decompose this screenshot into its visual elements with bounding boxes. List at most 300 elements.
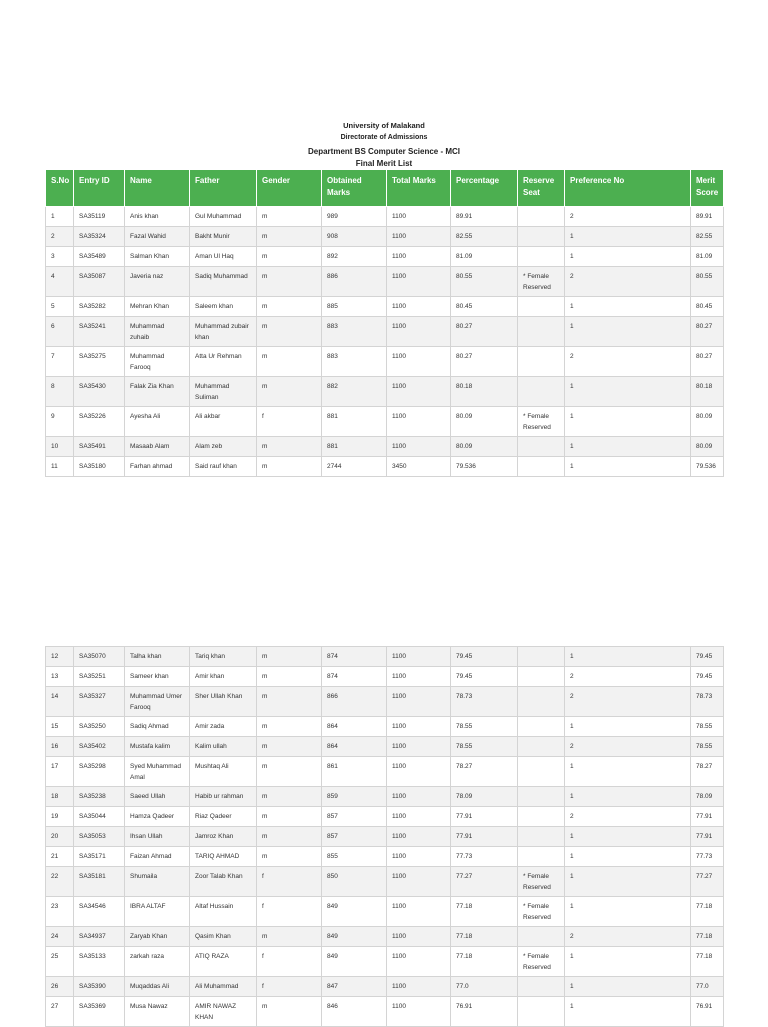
father-cell: Sadiq Muhammad: [190, 267, 257, 297]
percentage-cell: 77.91: [451, 827, 518, 847]
gender-cell: f: [257, 867, 322, 897]
table-header-row: [46, 170, 724, 207]
percentage-cell: 80.45: [451, 297, 518, 317]
entry-id-cell: SA35044: [74, 807, 125, 827]
sno-cell: 7: [46, 347, 74, 377]
name-cell: Muqaddas Ali: [125, 977, 190, 997]
col-obtained-marks-header: Obtained Marks: [322, 170, 387, 207]
entry-id-cell: SA34937: [74, 927, 125, 947]
obtained-marks-cell: 846: [322, 997, 387, 1027]
total-marks-cell: 1100: [387, 227, 451, 247]
obtained-marks-cell: 857: [322, 807, 387, 827]
name-cell: Fazal Wahid: [125, 227, 190, 247]
total-marks-cell: 1100: [387, 807, 451, 827]
total-marks-cell: 1100: [387, 687, 451, 717]
table-row: [46, 977, 724, 997]
father-cell: Muhammad Suliman: [190, 377, 257, 407]
name-cell: Zaryab Khan: [125, 927, 190, 947]
name-cell: Falak Zia Khan: [125, 377, 190, 407]
percentage-cell: 89.91: [451, 207, 518, 227]
preference-no-cell: 1: [565, 757, 691, 787]
reserve-seat-cell: [518, 807, 565, 827]
father-cell: ATIQ RAZA: [190, 947, 257, 977]
sno-cell: 20: [46, 827, 74, 847]
reserve-seat-cell: * Female Reserved: [518, 407, 565, 437]
name-cell: Mustafa kalim: [125, 737, 190, 757]
name-cell: Muhammad zuhaib: [125, 317, 190, 347]
department-title: Department BS Computer Science - MCI: [307, 147, 461, 156]
obtained-marks-cell: 849: [322, 897, 387, 927]
table-row: [46, 247, 724, 267]
total-marks-cell: 1100: [387, 377, 451, 407]
col-preference-no-header: Preference No: [565, 170, 691, 207]
total-marks-cell: 1100: [387, 407, 451, 437]
reserve-seat-cell: [518, 227, 565, 247]
sno-cell: 23: [46, 897, 74, 927]
total-marks-cell: 1100: [387, 757, 451, 787]
obtained-marks-cell: 859: [322, 787, 387, 807]
name-cell: Ayesha Ali: [125, 407, 190, 437]
table-row: [46, 897, 724, 927]
merit-score-cell: 79.45: [691, 647, 724, 667]
entry-id-cell: SA35053: [74, 827, 125, 847]
obtained-marks-cell: 882: [322, 377, 387, 407]
total-marks-cell: 1100: [387, 867, 451, 897]
total-marks-cell: 1100: [387, 247, 451, 267]
reserve-seat-cell: [518, 687, 565, 717]
sno-cell: 19: [46, 807, 74, 827]
father-cell: Muhammad zubair khan: [190, 317, 257, 347]
obtained-marks-cell: 849: [322, 927, 387, 947]
obtained-marks-cell: 847: [322, 977, 387, 997]
gender-cell: m: [257, 247, 322, 267]
gender-cell: m: [257, 347, 322, 377]
sno-cell: 9: [46, 407, 74, 437]
merit-score-cell: 77.73: [691, 847, 724, 867]
obtained-marks-cell: 850: [322, 867, 387, 897]
gender-cell: m: [257, 297, 322, 317]
merit-score-cell: 80.45: [691, 297, 724, 317]
gender-cell: m: [257, 687, 322, 717]
entry-id-cell: SA35226: [74, 407, 125, 437]
entry-id-cell: SA35489: [74, 247, 125, 267]
percentage-cell: 77.73: [451, 847, 518, 867]
percentage-cell: 78.55: [451, 717, 518, 737]
total-marks-cell: 1100: [387, 667, 451, 687]
total-marks-cell: 1100: [387, 717, 451, 737]
merit-score-cell: 78.55: [691, 717, 724, 737]
sno-cell: 8: [46, 377, 74, 407]
obtained-marks-cell: 855: [322, 847, 387, 867]
father-cell: TARIQ AHMAD: [190, 847, 257, 867]
father-cell: Sher Ullah Khan: [190, 687, 257, 717]
merit-score-cell: 79.45: [691, 667, 724, 687]
percentage-cell: 79.536: [451, 457, 518, 477]
reserve-seat-cell: * Female Reserved: [518, 897, 565, 927]
obtained-marks-cell: 874: [322, 647, 387, 667]
father-cell: Tariq khan: [190, 647, 257, 667]
sno-cell: 11: [46, 457, 74, 477]
name-cell: Hamza Qadeer: [125, 807, 190, 827]
obtained-marks-cell: 881: [322, 407, 387, 437]
preference-no-cell: 1: [565, 997, 691, 1027]
total-marks-cell: 1100: [387, 317, 451, 347]
father-cell: Gul Muhammad: [190, 207, 257, 227]
table-row: [46, 737, 724, 757]
preference-no-cell: 1: [565, 247, 691, 267]
merit-score-cell: 80.09: [691, 407, 724, 437]
merit-score-cell: 77.27: [691, 867, 724, 897]
reserve-seat-cell: [518, 437, 565, 457]
father-cell: Habib ur rahman: [190, 787, 257, 807]
table-row: [46, 867, 724, 897]
sno-cell: 26: [46, 977, 74, 997]
preference-no-cell: 1: [565, 977, 691, 997]
reserve-seat-cell: [518, 927, 565, 947]
reserve-seat-cell: [518, 667, 565, 687]
total-marks-cell: 1100: [387, 927, 451, 947]
reserve-seat-cell: [518, 757, 565, 787]
reserve-seat-cell: [518, 377, 565, 407]
table-row: [46, 437, 724, 457]
obtained-marks-cell: 864: [322, 737, 387, 757]
sno-cell: 17: [46, 757, 74, 787]
father-cell: Bakht Munir: [190, 227, 257, 247]
merit-table-continued: [45, 646, 724, 1027]
entry-id-cell: SA35298: [74, 757, 125, 787]
obtained-marks-cell: 885: [322, 297, 387, 317]
col-name-header: Name: [125, 170, 190, 207]
entry-id-cell: SA35390: [74, 977, 125, 997]
preference-no-cell: 1: [565, 377, 691, 407]
obtained-marks-cell: 883: [322, 347, 387, 377]
father-cell: Saleem khan: [190, 297, 257, 317]
entry-id-cell: SA35491: [74, 437, 125, 457]
reserve-seat-cell: [518, 977, 565, 997]
obtained-marks-cell: 989: [322, 207, 387, 227]
obtained-marks-cell: 886: [322, 267, 387, 297]
reserve-seat-cell: [518, 247, 565, 267]
table-row: [46, 297, 724, 317]
merit-score-cell: 79.536: [691, 457, 724, 477]
col-total-marks-header: Total Marks: [387, 170, 451, 207]
preference-no-cell: 1: [565, 407, 691, 437]
col-merit-score-header: Merit Score: [691, 170, 724, 207]
percentage-cell: 81.09: [451, 247, 518, 267]
gender-cell: m: [257, 267, 322, 297]
obtained-marks-cell: 874: [322, 667, 387, 687]
preference-no-cell: 1: [565, 317, 691, 347]
name-cell: Sameer khan: [125, 667, 190, 687]
entry-id-cell: SA35133: [74, 947, 125, 977]
col-entry-id-header: Entry ID: [74, 170, 125, 207]
gender-cell: m: [257, 647, 322, 667]
name-cell: Syed Muhammad Amal: [125, 757, 190, 787]
preference-no-cell: 1: [565, 297, 691, 317]
table-row: [46, 807, 724, 827]
total-marks-cell: 1100: [387, 897, 451, 927]
sno-cell: 21: [46, 847, 74, 867]
entry-id-cell: SA35251: [74, 667, 125, 687]
total-marks-cell: 1100: [387, 847, 451, 867]
total-marks-cell: 1100: [387, 997, 451, 1027]
total-marks-cell: 1100: [387, 207, 451, 227]
father-cell: Qasim Khan: [190, 927, 257, 947]
gender-cell: f: [257, 897, 322, 927]
merit-score-cell: 78.09: [691, 787, 724, 807]
preference-no-cell: 2: [565, 667, 691, 687]
father-cell: Atta Ur Rehman: [190, 347, 257, 377]
merit-score-cell: 78.55: [691, 737, 724, 757]
sno-cell: 12: [46, 647, 74, 667]
merit-score-cell: 78.27: [691, 757, 724, 787]
preference-no-cell: 1: [565, 457, 691, 477]
entry-id-cell: SA35327: [74, 687, 125, 717]
gender-cell: m: [257, 317, 322, 347]
merit-score-cell: 82.55: [691, 227, 724, 247]
gender-cell: m: [257, 207, 322, 227]
percentage-cell: 80.27: [451, 317, 518, 347]
name-cell: IBRA ALTAF: [125, 897, 190, 927]
gender-cell: m: [257, 807, 322, 827]
merit-score-cell: 80.27: [691, 317, 724, 347]
gender-cell: m: [257, 437, 322, 457]
preference-no-cell: 1: [565, 227, 691, 247]
percentage-cell: 78.73: [451, 687, 518, 717]
table-row: [46, 847, 724, 867]
merit-score-cell: 78.73: [691, 687, 724, 717]
preference-no-cell: 2: [565, 687, 691, 717]
sno-cell: 18: [46, 787, 74, 807]
total-marks-cell: 1100: [387, 647, 451, 667]
sno-cell: 3: [46, 247, 74, 267]
merit-score-cell: 77.18: [691, 947, 724, 977]
obtained-marks-cell: 864: [322, 717, 387, 737]
father-cell: Mushtaq Ali: [190, 757, 257, 787]
name-cell: Mehran Khan: [125, 297, 190, 317]
reserve-seat-cell: [518, 997, 565, 1027]
father-cell: Riaz Qadeer: [190, 807, 257, 827]
preference-no-cell: 2: [565, 207, 691, 227]
col-sno-header: S.No: [46, 170, 74, 207]
merit-score-cell: 76.91: [691, 997, 724, 1027]
gender-cell: m: [257, 737, 322, 757]
entry-id-cell: SA35241: [74, 317, 125, 347]
father-cell: Said rauf khan: [190, 457, 257, 477]
merit-score-cell: 77.91: [691, 807, 724, 827]
reserve-seat-cell: [518, 457, 565, 477]
sno-cell: 22: [46, 867, 74, 897]
gender-cell: f: [257, 947, 322, 977]
merit-score-cell: 80.27: [691, 347, 724, 377]
total-marks-cell: 1100: [387, 267, 451, 297]
total-marks-cell: 1100: [387, 977, 451, 997]
merit-score-cell: 81.09: [691, 247, 724, 267]
sno-cell: 13: [46, 667, 74, 687]
reserve-seat-cell: [518, 317, 565, 347]
percentage-cell: 80.09: [451, 437, 518, 457]
table-row: [46, 647, 724, 667]
sno-cell: 24: [46, 927, 74, 947]
preference-no-cell: 2: [565, 807, 691, 827]
col-gender-header: Gender: [257, 170, 322, 207]
percentage-cell: 78.27: [451, 757, 518, 787]
merit-score-cell: 77.0: [691, 977, 724, 997]
entry-id-cell: SA35275: [74, 347, 125, 377]
percentage-cell: 77.0: [451, 977, 518, 997]
name-cell: Farhan ahmad: [125, 457, 190, 477]
university-name: University of Malakand: [343, 121, 425, 130]
reserve-seat-cell: [518, 827, 565, 847]
total-marks-cell: 1100: [387, 827, 451, 847]
entry-id-cell: SA35402: [74, 737, 125, 757]
percentage-cell: 80.18: [451, 377, 518, 407]
percentage-cell: 80.27: [451, 347, 518, 377]
col-percentage-header: Percentage: [451, 170, 518, 207]
father-cell: Aman Ul Haq: [190, 247, 257, 267]
percentage-cell: 77.18: [451, 897, 518, 927]
sno-cell: 15: [46, 717, 74, 737]
name-cell: Salman Khan: [125, 247, 190, 267]
total-marks-cell: 3450: [387, 457, 451, 477]
percentage-cell: 77.91: [451, 807, 518, 827]
sno-cell: 10: [46, 437, 74, 457]
reserve-seat-cell: * Female Reserved: [518, 947, 565, 977]
sno-cell: 14: [46, 687, 74, 717]
percentage-cell: 76.91: [451, 997, 518, 1027]
gender-cell: m: [257, 927, 322, 947]
sno-cell: 1: [46, 207, 74, 227]
percentage-cell: 82.55: [451, 227, 518, 247]
obtained-marks-cell: 857: [322, 827, 387, 847]
directorate-name: Directorate of Admissions: [340, 134, 428, 141]
percentage-cell: 79.45: [451, 667, 518, 687]
reserve-seat-cell: * Female Reserved: [518, 867, 565, 897]
name-cell: Javeria naz: [125, 267, 190, 297]
father-cell: Alam zeb: [190, 437, 257, 457]
entry-id-cell: SA35171: [74, 847, 125, 867]
gender-cell: m: [257, 787, 322, 807]
sno-cell: 16: [46, 737, 74, 757]
obtained-marks-cell: 881: [322, 437, 387, 457]
reserve-seat-cell: [518, 737, 565, 757]
preference-no-cell: 1: [565, 717, 691, 737]
total-marks-cell: 1100: [387, 947, 451, 977]
entry-id-cell: SA34546: [74, 897, 125, 927]
percentage-cell: 77.27: [451, 867, 518, 897]
name-cell: Masaab Alam: [125, 437, 190, 457]
entry-id-cell: SA35181: [74, 867, 125, 897]
table-row: [46, 667, 724, 687]
total-marks-cell: 1100: [387, 297, 451, 317]
entry-id-cell: SA35087: [74, 267, 125, 297]
table-row: [46, 317, 724, 347]
percentage-cell: 80.09: [451, 407, 518, 437]
col-father-header: Father: [190, 170, 257, 207]
sno-cell: 2: [46, 227, 74, 247]
preference-no-cell: 2: [565, 737, 691, 757]
table-row: [46, 687, 724, 717]
gender-cell: f: [257, 977, 322, 997]
obtained-marks-cell: 908: [322, 227, 387, 247]
sno-cell: 4: [46, 267, 74, 297]
merit-score-cell: 77.91: [691, 827, 724, 847]
preference-no-cell: 1: [565, 827, 691, 847]
name-cell: Saeed Ullah: [125, 787, 190, 807]
reserve-seat-cell: [518, 847, 565, 867]
list-title: Final Merit List: [355, 159, 413, 168]
reserve-seat-cell: [518, 297, 565, 317]
father-cell: Ali akbar: [190, 407, 257, 437]
merit-score-cell: 77.18: [691, 927, 724, 947]
name-cell: Faizan Ahmad: [125, 847, 190, 867]
sno-cell: 5: [46, 297, 74, 317]
father-cell: Ali Muhammad: [190, 977, 257, 997]
name-cell: Muhammad Farooq: [125, 347, 190, 377]
document-header: [0, 120, 768, 170]
table-row: [46, 347, 724, 377]
table-row: [46, 377, 724, 407]
obtained-marks-cell: 2744: [322, 457, 387, 477]
total-marks-cell: 1100: [387, 787, 451, 807]
sno-cell: 27: [46, 997, 74, 1027]
sno-cell: 25: [46, 947, 74, 977]
preference-no-cell: 2: [565, 267, 691, 297]
father-cell: Amir khan: [190, 667, 257, 687]
name-cell: Shumaila: [125, 867, 190, 897]
table-row: [46, 787, 724, 807]
preference-no-cell: 1: [565, 867, 691, 897]
merit-score-cell: 77.18: [691, 897, 724, 927]
table-row: [46, 927, 724, 947]
preference-no-cell: 1: [565, 947, 691, 977]
father-cell: Kalim ullah: [190, 737, 257, 757]
table-row: [46, 207, 724, 227]
name-cell: Muhammad Umer Farooq: [125, 687, 190, 717]
gender-cell: f: [257, 407, 322, 437]
gender-cell: m: [257, 457, 322, 477]
name-cell: Ihsan Ullah: [125, 827, 190, 847]
merit-score-cell: 80.55: [691, 267, 724, 297]
table-row: [46, 947, 724, 977]
name-cell: Musa Nawaz: [125, 997, 190, 1027]
reserve-seat-cell: [518, 717, 565, 737]
reserve-seat-cell: [518, 787, 565, 807]
sno-cell: 6: [46, 317, 74, 347]
reserve-seat-cell: [518, 647, 565, 667]
reserve-seat-cell: [518, 207, 565, 227]
entry-id-cell: SA35180: [74, 457, 125, 477]
father-cell: Altaf Hussain: [190, 897, 257, 927]
name-cell: Sadiq Ahmad: [125, 717, 190, 737]
father-cell: AMIR NAWAZ KHAN: [190, 997, 257, 1027]
table-row: [46, 227, 724, 247]
merit-table: [45, 169, 724, 477]
total-marks-cell: 1100: [387, 737, 451, 757]
gender-cell: m: [257, 227, 322, 247]
col-reserve-seat-header: Reserve Seat: [518, 170, 565, 207]
gender-cell: m: [257, 847, 322, 867]
name-cell: Anis khan: [125, 207, 190, 227]
gender-cell: m: [257, 997, 322, 1027]
percentage-cell: 78.55: [451, 737, 518, 757]
percentage-cell: 77.18: [451, 947, 518, 977]
preference-no-cell: 1: [565, 897, 691, 927]
obtained-marks-cell: 892: [322, 247, 387, 267]
gender-cell: m: [257, 377, 322, 407]
preference-no-cell: 1: [565, 647, 691, 667]
entry-id-cell: SA35324: [74, 227, 125, 247]
